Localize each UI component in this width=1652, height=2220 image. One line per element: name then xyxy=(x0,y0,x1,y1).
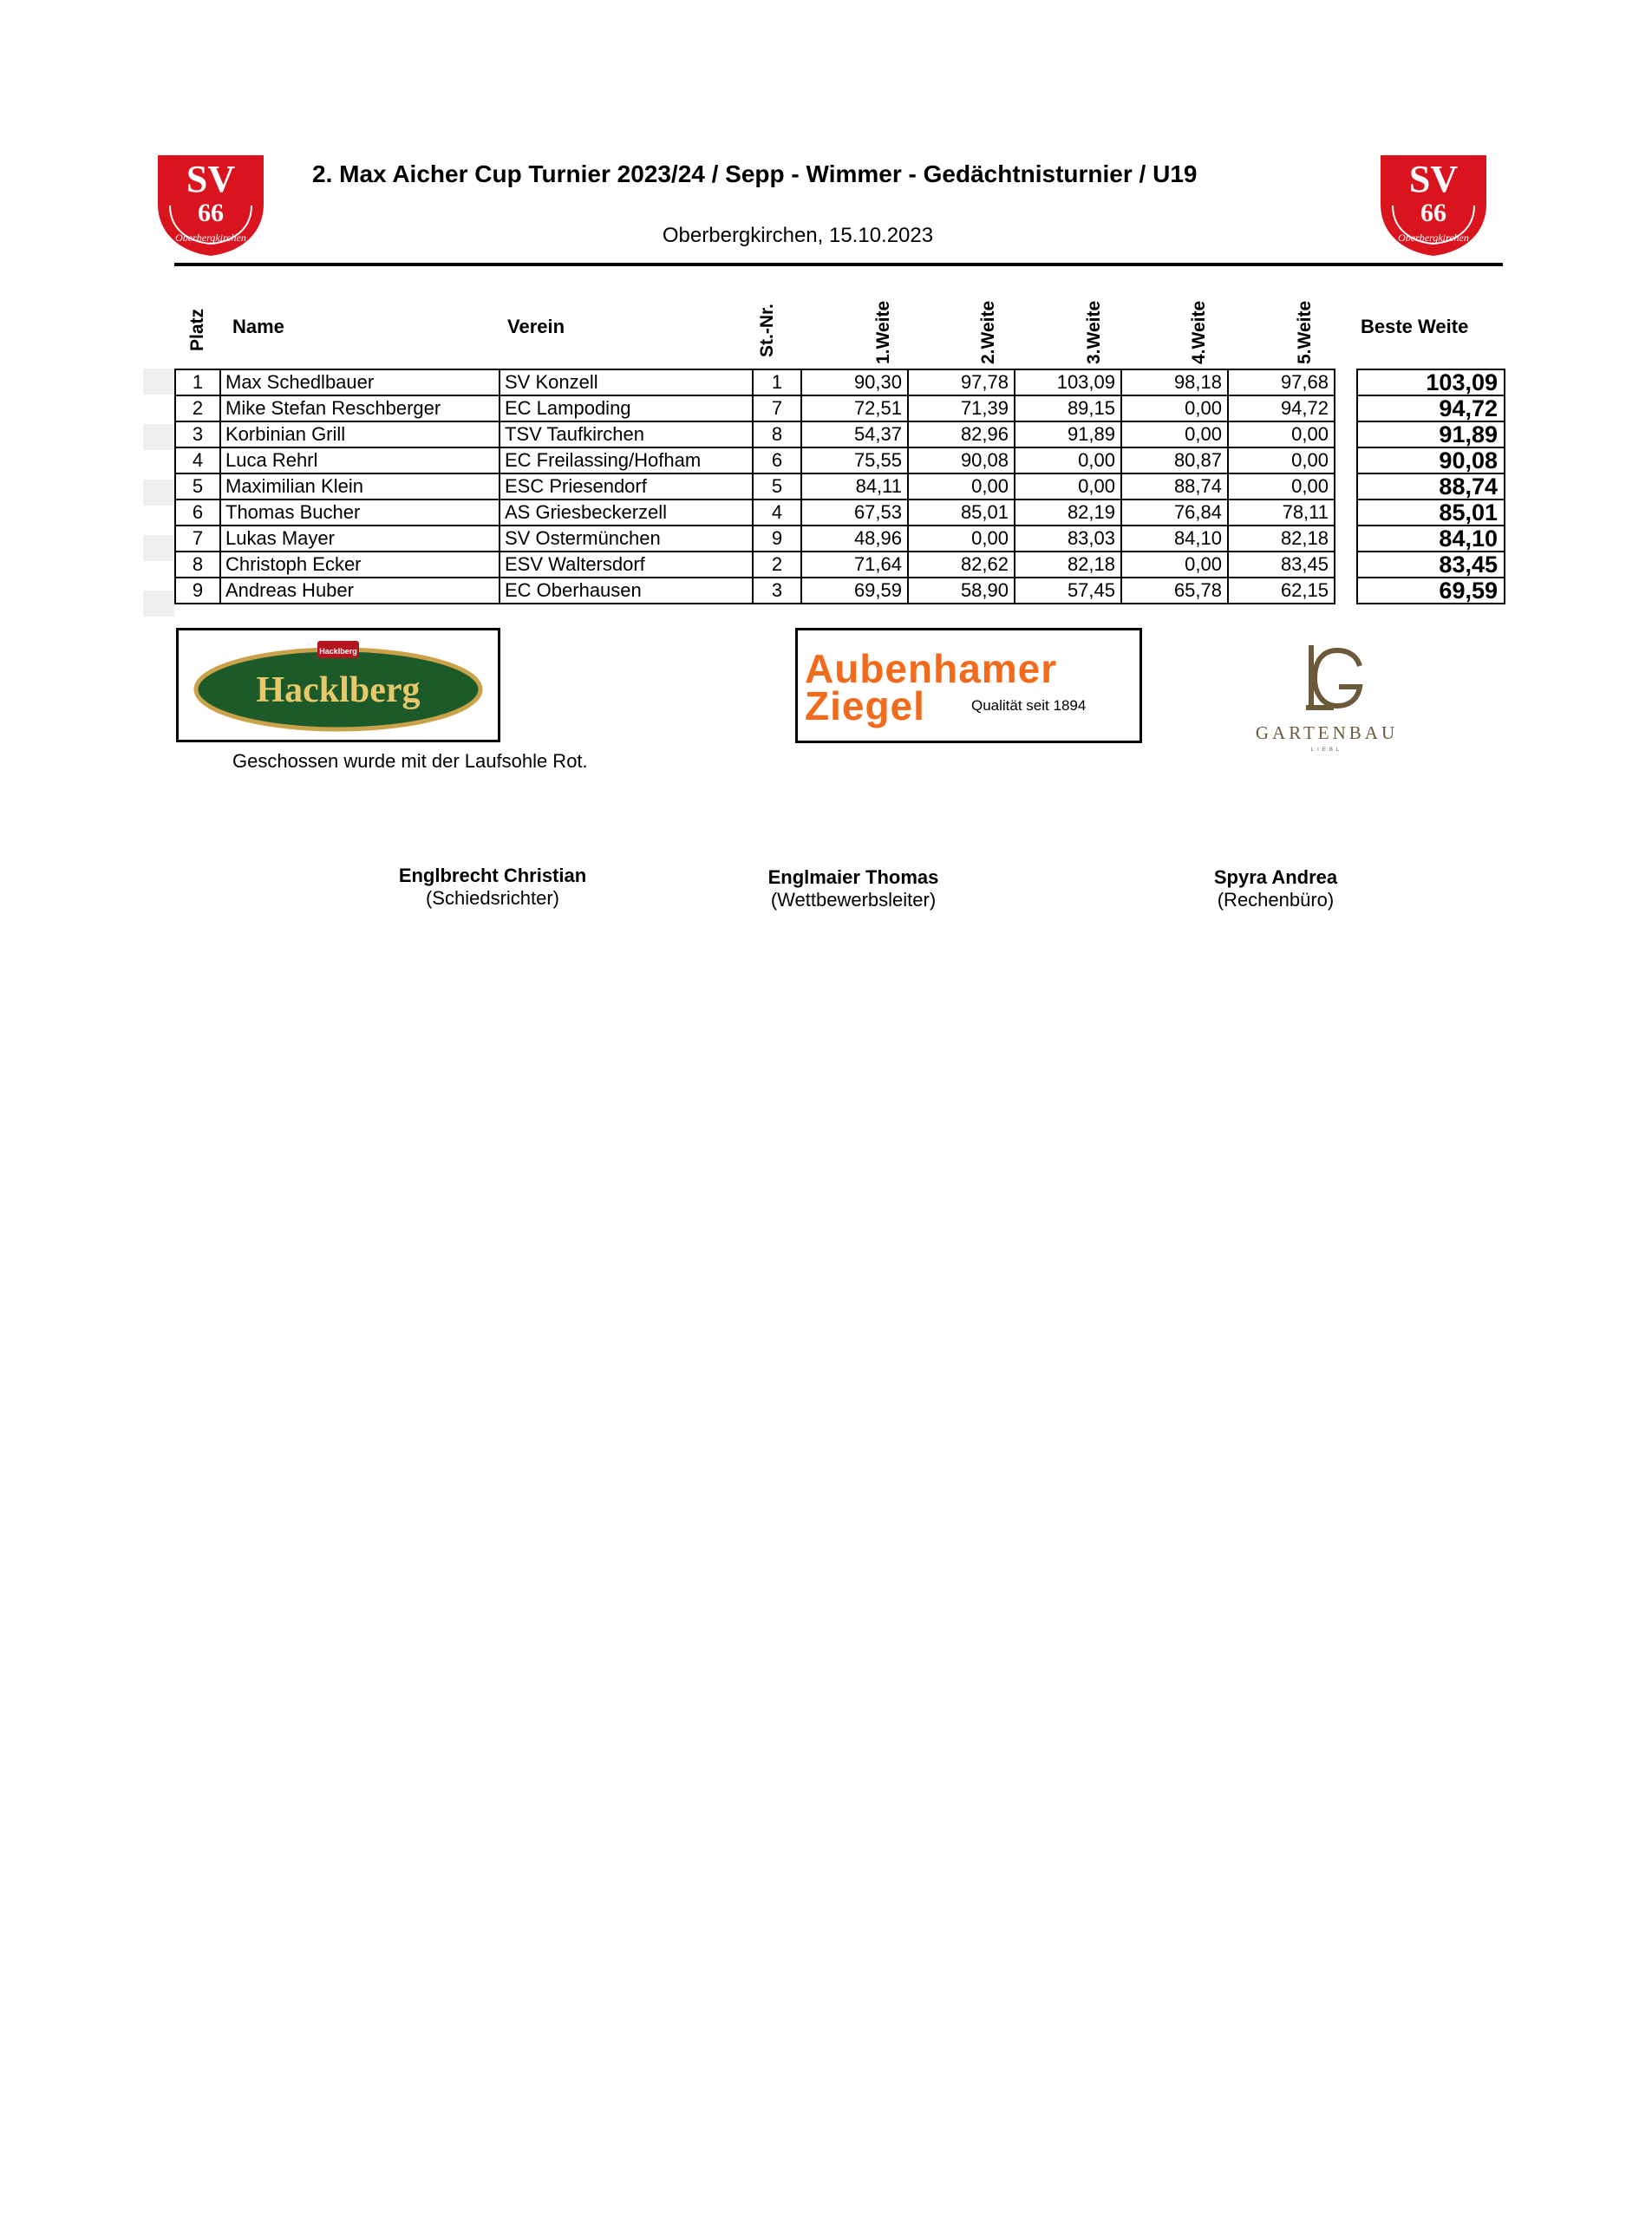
col-header-platz: Platz xyxy=(187,308,207,351)
cell-weite-5: 82,18 xyxy=(1228,526,1335,552)
cell-platz: 9 xyxy=(175,578,220,604)
signature-role: (Schiedsrichter) xyxy=(425,887,560,909)
logo-text-ring: Oberbergkirchen xyxy=(1398,232,1469,244)
cell-gap xyxy=(1335,578,1357,604)
cell-weite-5: 94,72 xyxy=(1228,395,1335,421)
cell-weite-4: 0,00 xyxy=(1121,552,1228,578)
cell-weite-3: 82,19 xyxy=(1015,500,1121,526)
cell-beste-weite: 94,72 xyxy=(1357,395,1505,421)
cell-weite-3: 103,09 xyxy=(1015,369,1121,395)
cell-startnummer: 8 xyxy=(753,421,801,447)
cell-weite-1: 48,96 xyxy=(801,526,908,552)
cell-verein: ESC Priesendorf xyxy=(500,473,753,500)
signature-role: (Rechenbüro) xyxy=(1217,889,1335,911)
signature-block-1 xyxy=(345,865,640,910)
cell-verein: AS Griesbeckerzell xyxy=(500,500,753,526)
cell-beste-weite: 91,89 xyxy=(1357,421,1505,447)
table-row xyxy=(175,395,1505,421)
cell-weite-2: 71,39 xyxy=(908,395,1015,421)
cell-platz: 6 xyxy=(175,500,220,526)
cell-weite-1: 54,37 xyxy=(801,421,908,447)
row-shade xyxy=(143,535,174,561)
cell-beste-weite: 85,01 xyxy=(1357,500,1505,526)
cell-weite-4: 76,84 xyxy=(1121,500,1228,526)
cell-beste-weite: 90,08 xyxy=(1357,447,1505,473)
cell-gap xyxy=(1335,447,1357,473)
cell-platz: 1 xyxy=(175,369,220,395)
table-row xyxy=(175,447,1505,473)
cell-startnummer: 1 xyxy=(753,369,801,395)
cell-name: Korbinian Grill xyxy=(220,421,500,447)
col-header-weite-1: 1.Weite xyxy=(873,300,893,364)
document-subtitle: Oberbergkirchen, 15.10.2023 xyxy=(662,224,934,247)
cell-weite-5: 0,00 xyxy=(1228,447,1335,473)
cell-weite-5: 0,00 xyxy=(1228,421,1335,447)
cell-weite-4: 0,00 xyxy=(1121,421,1228,447)
cell-name: Christoph Ecker xyxy=(220,552,500,578)
col-header-weite-2: 2.Weite xyxy=(978,300,998,364)
cell-gap xyxy=(1335,395,1357,421)
cell-platz: 5 xyxy=(175,473,220,500)
col-header-verein: Verein xyxy=(507,316,565,337)
cell-weite-3: 82,18 xyxy=(1015,552,1121,578)
cell-weite-4: 88,74 xyxy=(1121,473,1228,500)
cell-weite-3: 91,89 xyxy=(1015,421,1121,447)
cell-gap xyxy=(1335,473,1357,500)
cell-weite-3: 0,00 xyxy=(1015,473,1121,500)
cell-weite-3: 0,00 xyxy=(1015,447,1121,473)
cell-gap xyxy=(1335,421,1357,447)
aubenhamer-tagline: Qualität seit 1894 xyxy=(971,697,1087,714)
cell-startnummer: 7 xyxy=(753,395,801,421)
cell-weite-2: 85,01 xyxy=(908,500,1015,526)
col-header-stnr: St.-Nr. xyxy=(757,304,777,357)
gartenbau-wordmark: GARTENBAU xyxy=(1255,722,1399,743)
cell-weite-3: 83,03 xyxy=(1015,526,1121,552)
cell-weite-2: 82,96 xyxy=(908,421,1015,447)
table-row xyxy=(175,473,1505,500)
cell-weite-2: 0,00 xyxy=(908,526,1015,552)
results-table xyxy=(174,369,1505,604)
cell-weite-1: 72,51 xyxy=(801,395,908,421)
cell-name: Mike Stefan Reschberger xyxy=(220,395,500,421)
cell-startnummer: 3 xyxy=(753,578,801,604)
logo-text-ring: Oberbergkirchen xyxy=(175,232,246,244)
signature-role: (Wettbewerbsleiter) xyxy=(770,889,937,911)
cell-gap xyxy=(1335,552,1357,578)
cell-weite-1: 69,59 xyxy=(801,578,908,604)
cell-startnummer: 4 xyxy=(753,500,801,526)
col-header-beste-weite: Beste Weite xyxy=(1361,316,1469,337)
cell-weite-1: 75,55 xyxy=(801,447,908,473)
cell-gap xyxy=(1335,369,1357,395)
cell-gap xyxy=(1335,526,1357,552)
cell-weite-4: 80,87 xyxy=(1121,447,1228,473)
table-row xyxy=(175,578,1505,604)
cell-startnummer: 6 xyxy=(753,447,801,473)
cell-weite-1: 71,64 xyxy=(801,552,908,578)
cell-verein: ESV Waltersdorf xyxy=(500,552,753,578)
cell-name: Lukas Mayer xyxy=(220,526,500,552)
cell-gap xyxy=(1335,500,1357,526)
table-row xyxy=(175,552,1505,578)
logo-text-66: 66 xyxy=(1420,199,1446,227)
col-header-name: Name xyxy=(232,316,284,337)
cell-platz: 2 xyxy=(175,395,220,421)
cell-beste-weite: 88,74 xyxy=(1357,473,1505,500)
cell-platz: 4 xyxy=(175,447,220,473)
col-header-weite-5: 5.Weite xyxy=(1295,300,1315,364)
cell-weite-4: 84,10 xyxy=(1121,526,1228,552)
row-shade xyxy=(143,424,174,450)
logo-text-sv: SV xyxy=(186,158,236,200)
cell-startnummer: 9 xyxy=(753,526,801,552)
cell-name: Maximilian Klein xyxy=(220,473,500,500)
cell-platz: 7 xyxy=(175,526,220,552)
row-shade xyxy=(143,591,174,617)
col-header-weite-3: 3.Weite xyxy=(1084,300,1104,364)
cell-startnummer: 2 xyxy=(753,552,801,578)
cell-platz: 8 xyxy=(175,552,220,578)
cell-beste-weite: 103,09 xyxy=(1357,369,1505,395)
cell-beste-weite: 83,45 xyxy=(1357,552,1505,578)
cell-weite-4: 0,00 xyxy=(1121,395,1228,421)
cell-weite-1: 67,53 xyxy=(801,500,908,526)
row-shade xyxy=(143,369,174,395)
col-header-weite-4: 4.Weite xyxy=(1189,300,1209,364)
sponsor-hacklberg-logo xyxy=(176,628,500,742)
cell-weite-5: 0,00 xyxy=(1228,473,1335,500)
signature-name: Englbrecht Christian xyxy=(398,865,587,886)
hacklberg-wordmark: Hacklberg xyxy=(256,670,421,710)
row-shade xyxy=(143,480,174,506)
cell-verein: TSV Taufkirchen xyxy=(500,421,753,447)
signature-block-3 xyxy=(1128,866,1423,911)
signature-block-2 xyxy=(706,866,1001,911)
cell-startnummer: 5 xyxy=(753,473,801,500)
logo-text-66: 66 xyxy=(198,199,224,227)
cell-beste-weite: 69,59 xyxy=(1357,578,1505,604)
logo-text-sv: SV xyxy=(1408,158,1459,200)
sponsor-aubenhamer-logo xyxy=(795,628,1142,743)
cell-weite-2: 82,62 xyxy=(908,552,1015,578)
sponsor-gartenbau-logo xyxy=(1231,640,1422,753)
cell-beste-weite: 84,10 xyxy=(1357,526,1505,552)
cell-weite-5: 97,68 xyxy=(1228,369,1335,395)
table-row xyxy=(175,421,1505,447)
table-row xyxy=(175,526,1505,552)
cell-weite-4: 98,18 xyxy=(1121,369,1228,395)
cell-weite-2: 90,08 xyxy=(908,447,1015,473)
cell-verein: EC Oberhausen xyxy=(500,578,753,604)
gartenbau-sub: LIEBL xyxy=(1310,748,1343,753)
cell-weite-2: 97,78 xyxy=(908,369,1015,395)
cell-weite-2: 58,90 xyxy=(908,578,1015,604)
aubenhamer-line-2: Ziegel xyxy=(805,683,925,728)
cell-verein: EC Lampoding xyxy=(500,395,753,421)
table-row xyxy=(175,369,1505,395)
footnote: Geschossen wurde mit der Laufsohle Rot. xyxy=(232,750,588,772)
aubenhamer-line-1: Aubenhamer xyxy=(805,646,1058,691)
cell-verein: SV Ostermünchen xyxy=(500,526,753,552)
cell-verein: EC Freilassing/Hofham xyxy=(500,447,753,473)
cell-name: Andreas Huber xyxy=(220,578,500,604)
cell-weite-5: 83,45 xyxy=(1228,552,1335,578)
cell-platz: 3 xyxy=(175,421,220,447)
header-divider xyxy=(174,263,1503,266)
document-title: 2. Max Aicher Cup Turnier 2023/24 / Sepp - Wimmer - Gedächtnisturnier / U19 xyxy=(312,160,1198,187)
signature-name: Spyra Andrea xyxy=(1213,866,1338,888)
cell-weite-2: 0,00 xyxy=(908,473,1015,500)
cell-weite-4: 65,78 xyxy=(1121,578,1228,604)
cell-name: Max Schedlbauer xyxy=(220,369,500,395)
hacklberg-badge-text: Hacklberg xyxy=(319,647,357,656)
cell-weite-3: 57,45 xyxy=(1015,578,1121,604)
cell-weite-5: 78,11 xyxy=(1228,500,1335,526)
cell-weite-5: 62,15 xyxy=(1228,578,1335,604)
signature-name: Englmaier Thomas xyxy=(767,866,939,888)
table-row xyxy=(175,500,1505,526)
cell-weite-1: 84,11 xyxy=(801,473,908,500)
cell-weite-3: 89,15 xyxy=(1015,395,1121,421)
cell-name: Thomas Bucher xyxy=(220,500,500,526)
cell-name: Luca Rehrl xyxy=(220,447,500,473)
cell-verein: SV Konzell xyxy=(500,369,753,395)
cell-weite-1: 90,30 xyxy=(801,369,908,395)
